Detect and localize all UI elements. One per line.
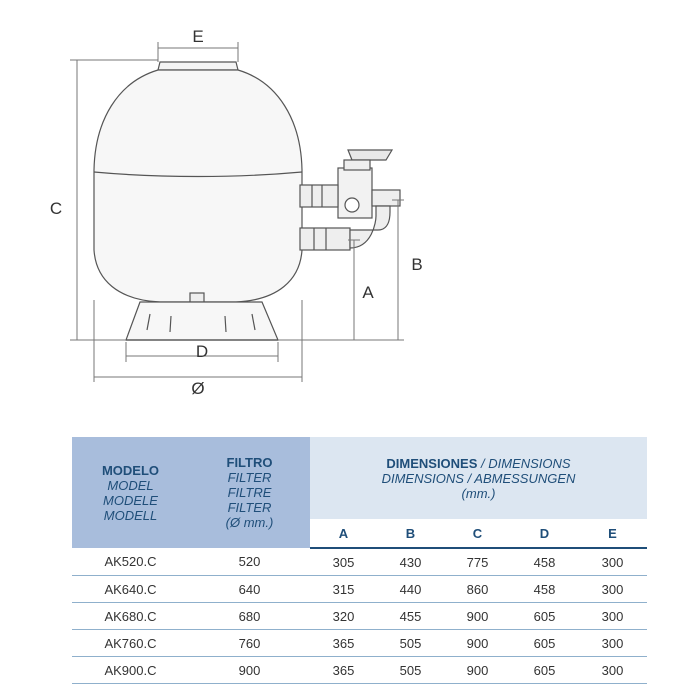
dim-label-a: A — [362, 283, 374, 302]
cell-e: 300 — [578, 657, 647, 684]
cell-d: 605 — [511, 630, 578, 657]
cell-d: 458 — [511, 576, 578, 603]
cell-c: 900 — [444, 630, 511, 657]
header-dimensions-fr-de: DIMENSIONS / ABMESSUNGEN — [381, 470, 576, 486]
header-model-de: MODELL — [103, 507, 158, 523]
cell-d: 458 — [511, 548, 578, 576]
cell-b: 440 — [377, 576, 444, 603]
cell-a: 315 — [310, 576, 377, 603]
header-dimensions-en: / DIMENSIONS — [477, 455, 571, 471]
header-filter-de: FILTER — [227, 500, 272, 515]
cell-b: 455 — [377, 603, 444, 630]
cell-b: 505 — [377, 657, 444, 684]
column-header-e: E — [578, 519, 647, 548]
cell-filter: 760 — [189, 630, 310, 657]
dim-label-d: D — [195, 342, 209, 361]
header-filter-es: FILTRO — [226, 455, 273, 470]
table-row — [72, 630, 647, 657]
cell-a: 365 — [310, 630, 377, 657]
cell-a: 305 — [310, 548, 377, 576]
header-model-en: MODEL — [107, 477, 154, 493]
cell-e: 300 — [578, 630, 647, 657]
column-header-a: A — [310, 519, 377, 548]
valve-port — [345, 198, 359, 212]
cell-model: AK900.C — [72, 657, 189, 684]
dim-label-c: C — [49, 199, 63, 218]
cell-filter: 520 — [189, 548, 310, 576]
column-header-b: B — [377, 519, 444, 548]
cell-filter: 900 — [189, 657, 310, 684]
cell-a: 320 — [310, 603, 377, 630]
header-filter-unit: (Ø mm.) — [225, 515, 274, 530]
cell-c: 775 — [444, 548, 511, 576]
drain-plug — [190, 293, 204, 302]
header-dimensions — [310, 437, 647, 519]
cell-d: 605 — [511, 657, 578, 684]
header-filter-en: FILTER — [227, 470, 272, 485]
valve-handle — [348, 150, 392, 160]
cell-model: AK760.C — [72, 630, 189, 657]
header-dimensions-es: DIMENSIONES — [386, 455, 478, 471]
table-row — [72, 603, 647, 630]
upper-union — [300, 185, 338, 207]
table-row — [72, 657, 647, 684]
cell-e: 300 — [578, 576, 647, 603]
side-pipe — [372, 190, 400, 206]
cell-e: 300 — [578, 603, 647, 630]
header-model-es: MODELO — [101, 462, 160, 478]
table-row — [72, 548, 647, 576]
cell-model: AK640.C — [72, 576, 189, 603]
cell-b: 430 — [377, 548, 444, 576]
dim-label-diameter: Ø — [191, 379, 205, 398]
filter-tank — [94, 70, 302, 302]
cell-d: 605 — [511, 603, 578, 630]
dim-label-b: B — [411, 255, 423, 274]
header-filter-fr: FILTRE — [227, 485, 272, 500]
header-model-fr: MODELE — [103, 492, 158, 508]
cell-c: 860 — [444, 576, 511, 603]
dimensions-table — [72, 437, 647, 684]
column-header-d: D — [511, 519, 578, 548]
cell-c: 900 — [444, 603, 511, 630]
cell-e: 300 — [578, 548, 647, 576]
table-row — [72, 576, 647, 603]
cell-filter: 640 — [189, 576, 310, 603]
cell-filter: 680 — [189, 603, 310, 630]
filter-lid — [158, 62, 238, 70]
cell-a: 365 — [310, 657, 377, 684]
header-model — [72, 437, 189, 548]
header-filter — [189, 437, 310, 548]
cell-c: 900 — [444, 657, 511, 684]
cell-model: AK680.C — [72, 603, 189, 630]
lower-union — [300, 228, 350, 250]
cell-b: 505 — [377, 630, 444, 657]
dim-label-e: E — [192, 27, 204, 46]
column-header-c: C — [444, 519, 511, 548]
cell-model: AK520.C — [72, 548, 189, 576]
header-dimensions-unit: (mm.) — [461, 485, 496, 501]
